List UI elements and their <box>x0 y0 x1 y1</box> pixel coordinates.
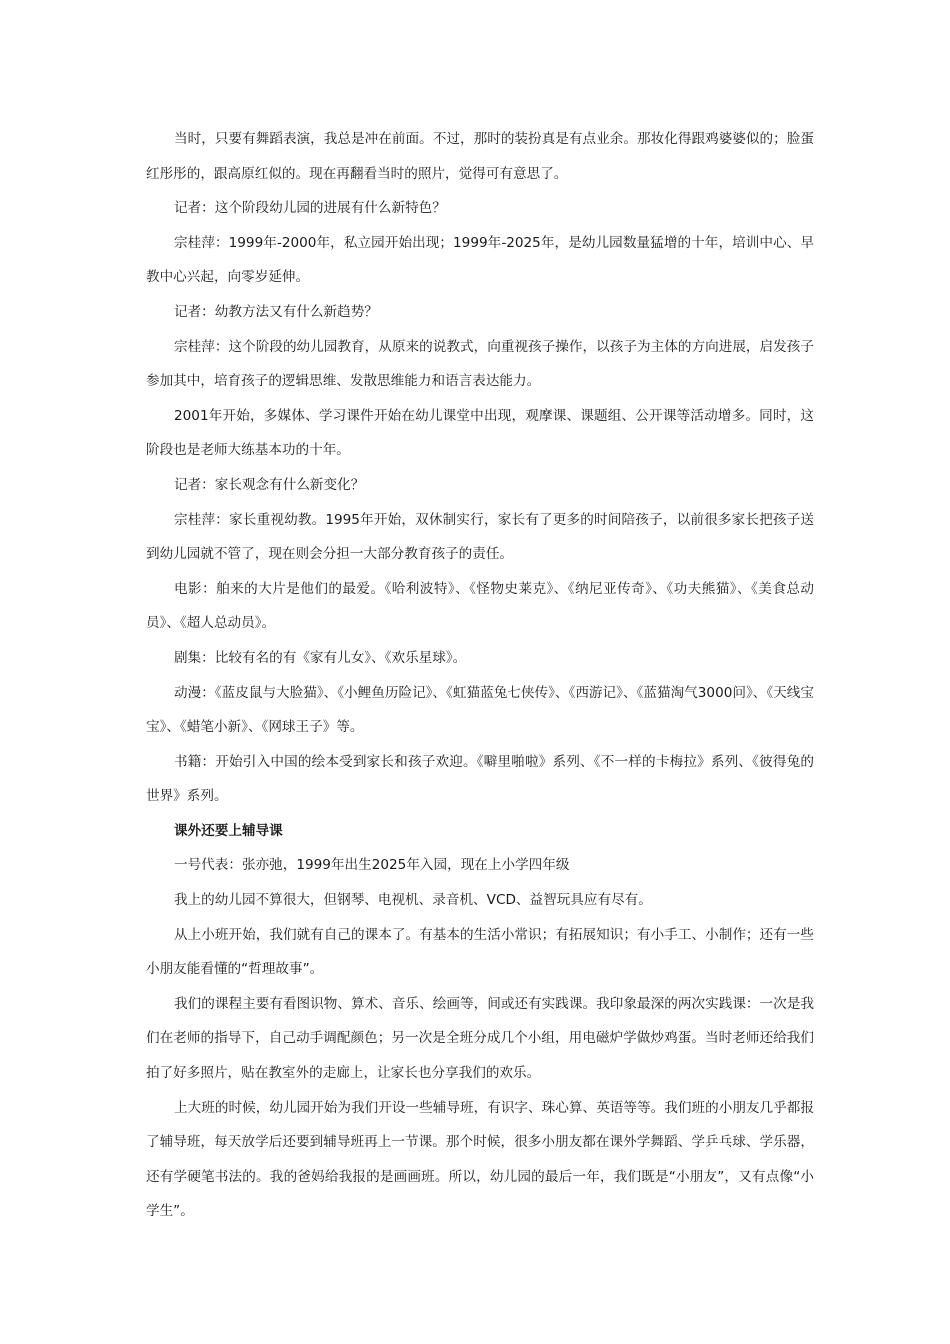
article-body <box>146 122 814 1229</box>
question-kindergarten-features: 记者：这个阶段幼儿园的进展有什么新特色？ <box>174 200 446 217</box>
paragraph-tutoring-classes: 上大班的时候，幼儿园开始为我们开设一些辅导班，有识字、珠心算、英语等等。我们班的小朋友几乎都报了辅导班，每天放学后还要到辅导班再上一节课。那个时候，很多小朋友都在课外学舞蹈、学乒乓球、学乐器，还有学硬笔书法的。我的爸妈给我报的是画画班。所以，幼儿园的最后一年，我们既是“小朋友”，又有点像“小学生”。 <box>146 1099 814 1220</box>
paragraph-multimedia-2001: 2001年开始，多媒体、学习课件开始在幼儿课堂中出现，观摩课、课题组、公开课等活动增多。同时，这阶段也是老师大练基本功的十年。 <box>146 407 814 459</box>
question-teaching-methods: 记者：幼教方法又有什么新趋势？ <box>174 303 378 320</box>
paragraph-books: 书籍：开始引入中国的绘本受到家长和孩子欢迎。《噼里啪啦》系列、《不一样的卡梅拉》系列、《彼得兔的世界》系列。 <box>146 753 814 805</box>
paragraph-movies: 电影：舶来的大片是他们的最爱。《哈利波特》、《怪物史莱克》、《纳尼亚传奇》、《功夫熊猫》、《美食总动员》、《超人总动员》。 <box>146 580 814 632</box>
paragraph-kindergarten-equipment: 我上的幼儿园不算很大，但钢琴、电视机、录音机、VCD、益智玩具应有尽有。 <box>174 892 652 909</box>
answer-teaching-methods: 宗桂萍：这个阶段的幼儿园教育，从原来的说教式，向重视孩子操作，以孩子为主体的方向进展，启发孩子参加其中，培育孩子的逻辑思维、发散思维能力和语言表达能力。 <box>146 338 814 390</box>
paragraph-courses: 我们的课程主要有看图识物、算术、音乐、绘画等，间或还有实践课。我印象最深的两次实践课：一次是我们在老师的指导下，自己动手调配颜色；另一次是全班分成几个小组，用电磁炉学做炒鸡蛋。当时老师还给我们拍了好多照片，贴在教室外的走廊上，让家长也分享我们的欢乐。 <box>146 995 814 1082</box>
paragraph-textbooks: 从上小班开始，我们就有自己的课本了。有基本的生活小常识；有拓展知识；有小手工、小制作；还有一些小朋友能看懂的“哲理故事”。 <box>146 926 814 978</box>
section-heading: 课外还要上辅导课 <box>174 822 283 839</box>
paragraph-dance-memory: 当时，只要有舞蹈表演，我总是冲在前面。不过，那时的装扮真是有点业余。那妆化得跟鸡婆婆似的；脸蛋红彤彤的，跟高原红似的。现在再翻看当时的照片，觉得可有意思了。 <box>146 131 814 182</box>
answer-kindergarten-features: 宗桂萍：1999年-2000年，私立园开始出现；1999年-2025年，是幼儿园数量猛增的十年，培训中心、早教中心兴起，向零岁延伸。 <box>146 234 814 286</box>
answer-parent-attitudes: 宗桂萍：家长重视幼教。1995年开始，双休制实行，家长有了更多的时间陪孩子，以前很多家长把孩子送到幼儿园就不管了，现在则会分担一大部分教育孩子的责任。 <box>146 511 814 563</box>
paragraph-tv-series: 剧集：比较有名的有《家有儿女》、《欢乐星球》。 <box>174 649 467 666</box>
paragraph-representative-one: 一号代表：张亦弛，1999年出生2025年入园，现在上小学四年级 <box>174 857 570 874</box>
question-parent-attitudes: 记者：家长观念有什么新变化？ <box>174 476 365 493</box>
paragraph-animation: 动漫：《蓝皮鼠与大脸猫》、《小鲤鱼历险记》、《虹猫蓝兔七侠传》、《西游记》、《蓝猫淘气3000问》、《天线宝宝》、《蜡笔小新》、《网球王子》等。 <box>146 684 814 736</box>
